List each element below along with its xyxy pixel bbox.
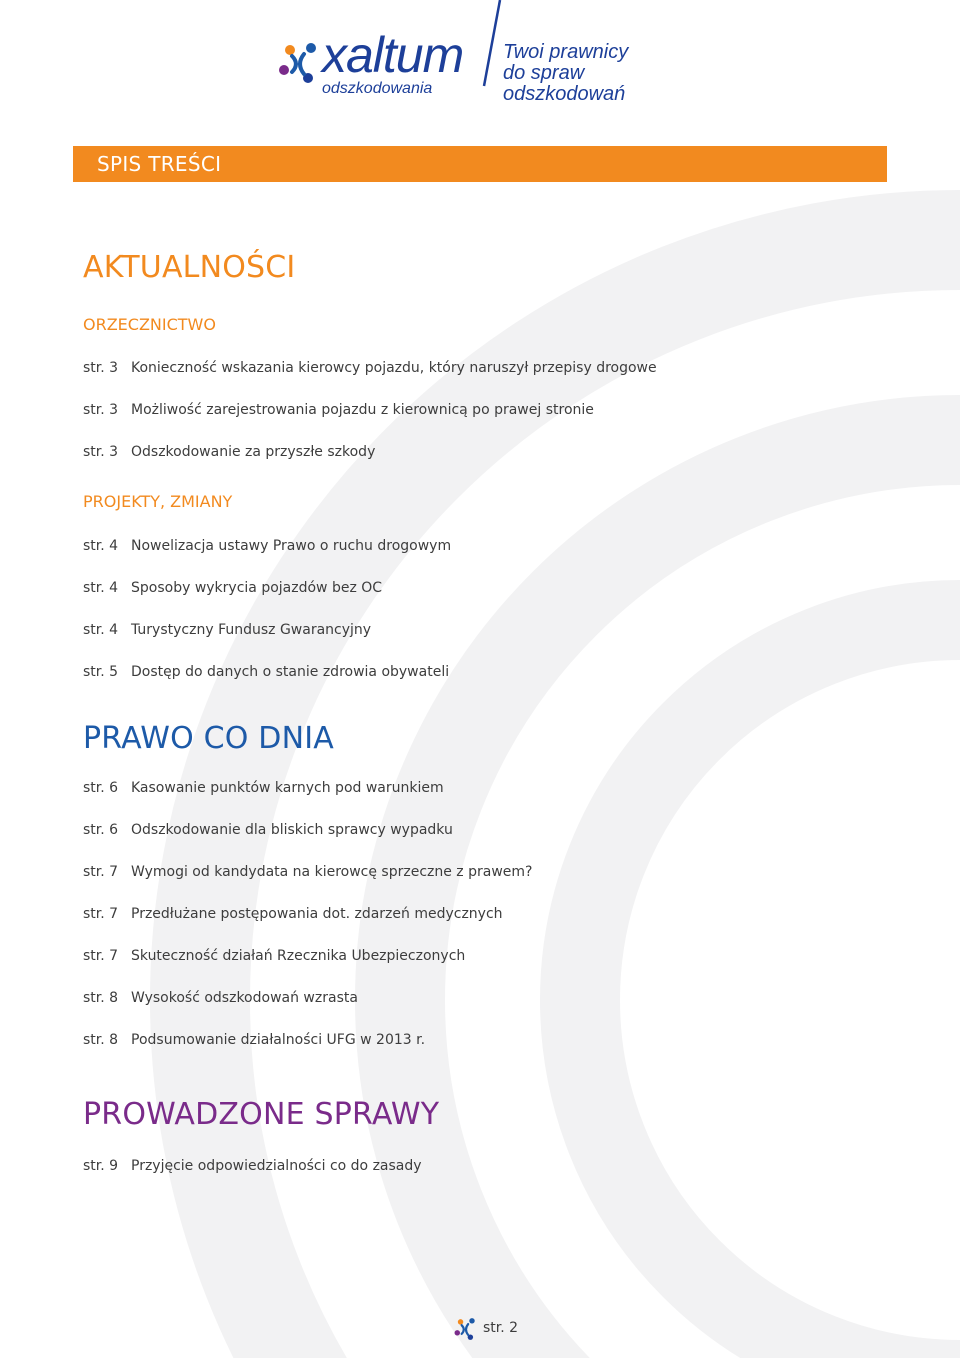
toc-entry-page: str. 5 [83,664,119,680]
toc-title: SPIS TREŚCI [97,152,222,176]
brand-tagline [503,42,708,105]
brand-subtitle: odszkodowania [322,80,433,97]
toc-entry-page: str. 7 [83,906,119,922]
toc-entry-title: Konieczność wskazania kierowcy pojazdu, który naruszył przepisy drogowe [131,360,657,376]
section-title-prowadzone-sprawy: PROWADZONE SPRAWY [83,1097,440,1132]
toc-entry-title: Odszkodowanie dla bliskich sprawcy wypadku [131,822,453,838]
toc-entry-page: str. 3 [83,444,119,460]
toc-entry-page: str. 7 [83,864,119,880]
toc-entry-title: Wysokość odszkodowań wzrasta [131,990,358,1006]
toc-entry-page: str. 8 [83,990,119,1006]
toc-entry-page: str. 4 [83,538,119,554]
toc-entry-page: str. 4 [83,580,119,596]
toc-entry-title: Podsumowanie działalności UFG w 2013 r. [131,1032,426,1048]
toc-entry-title: Dostęp do danych o stanie zdrowia obywateli [131,664,450,680]
page-number: str. 2 [483,1320,519,1336]
toc-entry-title: Turystyczny Fundusz Gwarancyjny [131,622,372,638]
tagline-line-2: do spraw odszkodowań [503,62,626,105]
toc-entry-page: str. 6 [83,822,119,838]
section-title-aktualnosci: AKTUALNOŚCI [83,250,296,285]
toc-entry-title: Sposoby wykrycia pojazdów bez OC [131,580,383,596]
tagline-line-1: Twoi prawnicy [503,41,629,63]
subsection-title-projekty: PROJEKTY, ZMIANY [83,492,233,511]
toc-entry-title: Kasowanie punktów karnych pod warunkiem [131,780,444,796]
toc-entry-page: str. 6 [83,780,119,796]
xaltum-mini-logo-icon [454,1316,478,1342]
toc-entry-page: str. 8 [83,1032,119,1048]
toc-entry-title: Skuteczność działań Rzecznika Ubezpieczonych [131,948,466,964]
toc-entry-title: Nowelizacja ustawy Prawo o ruchu drogowym [131,538,452,554]
toc-entry-page: str. 3 [83,360,119,376]
toc-entry-page: str. 9 [83,1158,119,1174]
toc-entry-title: Przedłużane postępowania dot. zdarzeń medycznych [131,906,503,922]
xaltum-logo-icon [278,40,322,86]
page-footer [454,1314,544,1342]
toc-entry-title: Możliwość zarejestrowania pojazdu z kierownicą po prawej stronie [131,402,594,418]
toc-entry-title: Przyjęcie odpowiedzialności co do zasady [131,1158,422,1174]
toc-entry-page: str. 3 [83,402,119,418]
toc-entry-title: Wymogi od kandydata na kierowcę sprzeczne z prawem? [131,864,533,880]
section-title-prawo-co-dnia: PRAWO CO DNIA [83,721,335,756]
logo-divider [480,0,502,88]
toc-entry-page: str. 4 [83,622,119,638]
toc-entry-title: Odszkodowanie za przyszłe szkody [131,444,376,460]
brand-name: xaltum [322,27,464,83]
toc-entry-page: str. 7 [83,948,119,964]
toc-header-bar [73,146,887,182]
subsection-title-orzecznictwo: ORZECZNICTWO [83,315,216,334]
brand-logo [278,0,708,104]
